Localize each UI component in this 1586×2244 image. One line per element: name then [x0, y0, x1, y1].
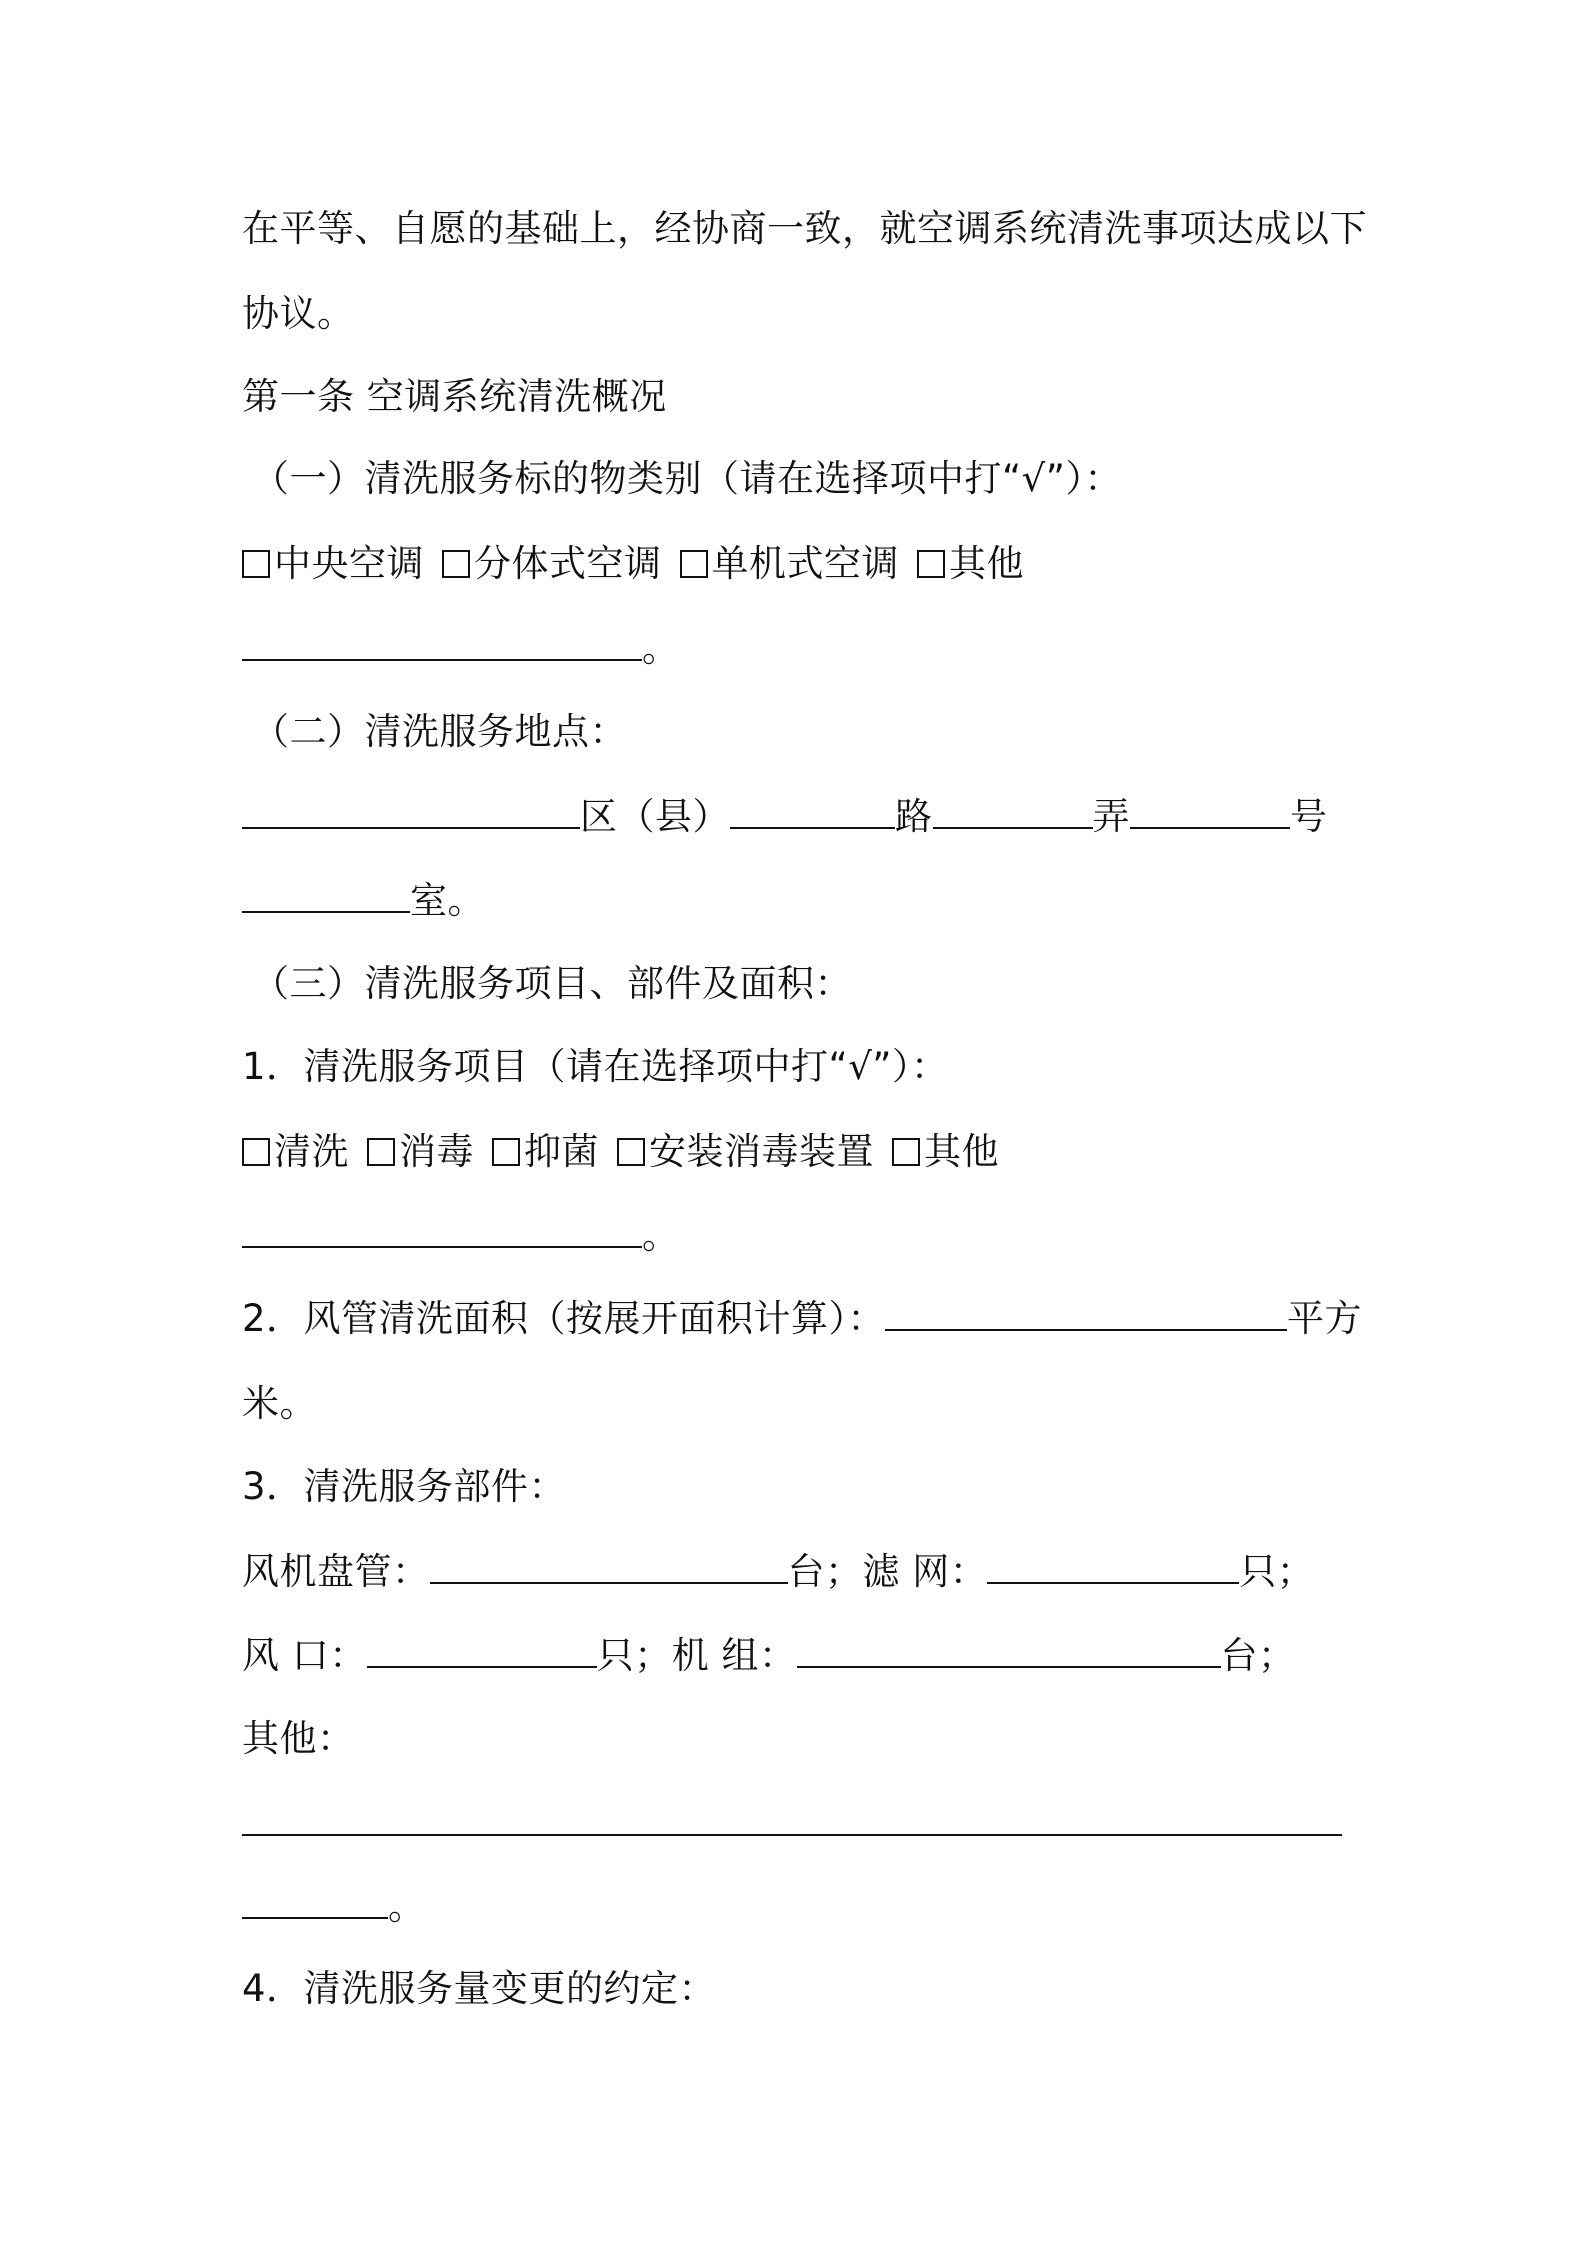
parts-line-2: 风 口： 只；机 组： 台； — [242, 1634, 1296, 1677]
option-install-disinfector[interactable]: 安装消毒装置 — [617, 1130, 874, 1173]
option-split-ac[interactable]: 分体式空调 — [442, 542, 662, 585]
section-2-heading: （二）清洗服务地点： — [252, 710, 627, 753]
parts-other-blank-2[interactable] — [242, 1883, 388, 1919]
service-other-line: 。 — [242, 1212, 1362, 1260]
address-line: 区（县） 路 弄 号 — [242, 793, 1362, 841]
checkbox-icon[interactable] — [242, 550, 270, 578]
item-2-unit-line: 米。 — [242, 1382, 317, 1425]
item-2-line: 2．风管清洗面积（按展开面积计算）： 平方 — [242, 1297, 1363, 1340]
intro-line-1: 在平等、自愿的基础上，经协商一致，就空调系统清洗事项达成以下 — [242, 207, 1367, 250]
option-other[interactable]: 其他 — [917, 542, 1024, 585]
fan-coil-blank[interactable] — [430, 1548, 788, 1584]
article-1-title: 第一条 空调系统清洗概况 — [242, 375, 667, 418]
parts-other-label: 其他： — [242, 1717, 355, 1760]
category-other-line: 。 — [242, 625, 1362, 673]
option-unit-ac[interactable]: 单机式空调 — [680, 542, 900, 585]
section-1-heading: （一）清洗服务标的物类别（请在选择项中打“√”）： — [252, 457, 1122, 500]
address-number-blank[interactable] — [1130, 793, 1290, 829]
option-antibacterial[interactable]: 抑菌 — [492, 1130, 599, 1173]
parts-other-line — [242, 1800, 1362, 1848]
address-area-blank[interactable] — [242, 793, 580, 829]
item-3-heading: 3．清洗服务部件： — [242, 1465, 567, 1508]
service-other-blank[interactable] — [242, 1212, 642, 1248]
option-central-ac[interactable]: 中央空调 — [242, 542, 424, 585]
option-disinfection[interactable]: 消毒 — [367, 1130, 474, 1173]
category-options — [242, 540, 1362, 588]
checkbox-icon[interactable] — [617, 1138, 645, 1166]
checkbox-icon[interactable] — [917, 550, 945, 578]
vent-blank[interactable] — [367, 1632, 597, 1668]
parts-line-1: 风机盘管： 台；滤 网： 只； — [242, 1550, 1315, 1593]
item-1-heading: 1．清洗服务项目（请在选择项中打“√”）： — [242, 1045, 949, 1088]
filter-blank[interactable] — [987, 1548, 1239, 1584]
checkbox-icon[interactable] — [442, 550, 470, 578]
checkbox-icon[interactable] — [367, 1138, 395, 1166]
item-4-heading: 4．清洗服务量变更的约定： — [242, 1967, 717, 2010]
address-road-blank[interactable] — [730, 793, 895, 829]
service-options — [242, 1128, 1362, 1176]
checkbox-icon[interactable] — [492, 1138, 520, 1166]
address-room-line: 室。 — [242, 877, 1362, 925]
checkbox-icon[interactable] — [680, 550, 708, 578]
parts-other-blank[interactable] — [242, 1800, 1342, 1836]
section-3-heading: （三）清洗服务项目、部件及面积： — [252, 962, 852, 1005]
parts-other-end-line: 。 — [242, 1883, 1362, 1931]
option-cleaning[interactable]: 清洗 — [242, 1130, 349, 1173]
duct-area-blank[interactable] — [885, 1295, 1287, 1331]
address-room-blank[interactable] — [242, 877, 410, 913]
intro-line-2: 协议。 — [242, 292, 355, 335]
checkbox-icon[interactable] — [892, 1138, 920, 1166]
checkbox-icon[interactable] — [242, 1138, 270, 1166]
category-other-blank[interactable] — [242, 625, 642, 661]
unit-blank[interactable] — [797, 1632, 1221, 1668]
address-lane-blank[interactable] — [933, 793, 1093, 829]
option-service-other[interactable]: 其他 — [892, 1130, 999, 1173]
